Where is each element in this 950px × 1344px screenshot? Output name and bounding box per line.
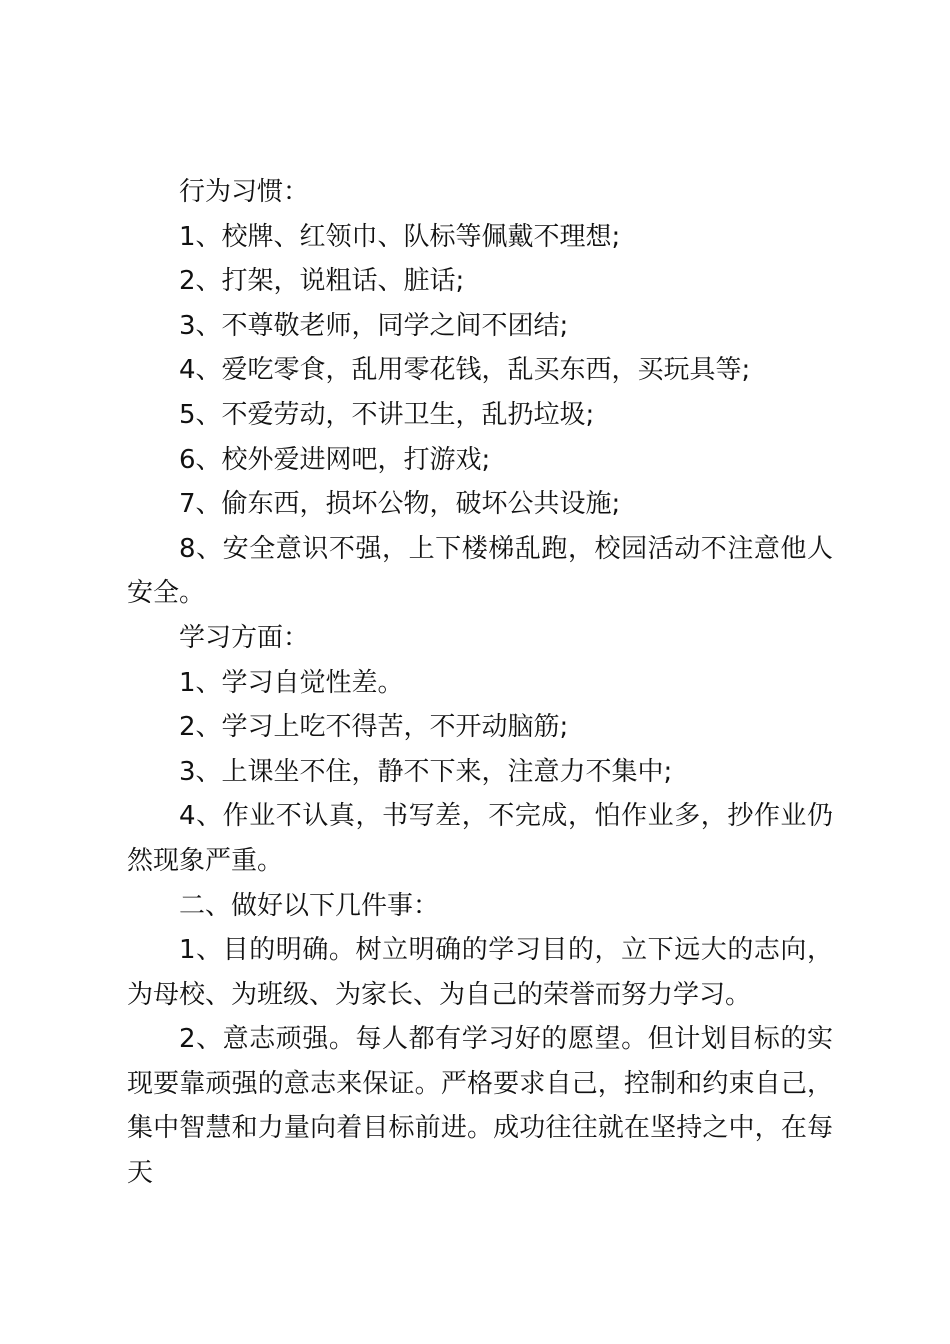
list-item: 7、偷东西，损坏公物，破坏公共设施; <box>179 489 621 520</box>
list-item: 6、校外爱进网吧，打游戏; <box>179 444 491 475</box>
document-body <box>127 170 833 1196</box>
section-heading-behavior: 行为习惯： <box>179 177 310 207</box>
list-item: 1、学习自觉性差。 <box>179 667 404 698</box>
list-item: 2、打架，说粗话、脏话; <box>179 266 465 297</box>
section-heading-tasks: 二、做好以下几件事： <box>179 890 440 921</box>
list-item: 4、作业不认真，书写差，不完成，怕作业多，抄作业仍然现象严重。 <box>127 801 833 876</box>
list-item: 3、不尊敬老师，同学之间不团结; <box>179 310 569 341</box>
section-heading-study: 学习方面： <box>179 622 310 653</box>
list-item: 8、安全意识不强，上下楼梯乱跑，校园活动不注意他人安全。 <box>127 533 833 609</box>
list-item: 3、上课坐不住，静不下来，注意力不集中; <box>179 756 673 787</box>
list-item: 4、爱吃零食，乱用零花钱，乱买东西，买玩具等; <box>179 355 751 386</box>
list-item: 2、学习上吃不得苦，不开动脑筋; <box>179 712 569 743</box>
body-paragraph: 2、意志顽强。每人都有学习好的愿望。但计划目标的实现要靠顽强的意志来保证。严格要求自己，控制和约束自己，集中智慧和力量向着目标前进。成功往往就在坚持之中，在每天 <box>127 1024 833 1189</box>
list-item: 1、校牌、红领巾、队标等佩戴不理想; <box>179 221 621 252</box>
body-paragraph: 1、目的明确。树立明确的学习目的，立下远大的志向，为母校、为班级、为家长、为自己的荣誉而努力学习。 <box>127 935 833 1010</box>
list-item: 5、不爱劳动，不讲卫生，乱扔垃圾; <box>179 399 595 430</box>
